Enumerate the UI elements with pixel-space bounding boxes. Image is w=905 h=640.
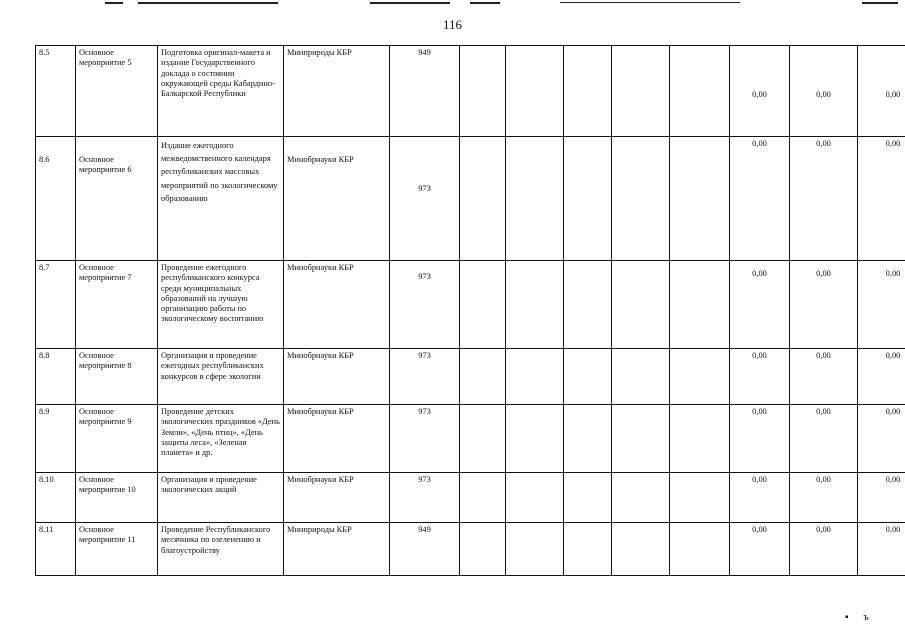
row-code-cell-text: 8.7 bbox=[39, 263, 50, 272]
row-empty-cell bbox=[564, 349, 612, 405]
row-code-cell bbox=[36, 523, 76, 576]
row-description-cell-text: Издание ежегодного межведомственного календаря республиканских массовых мероприятий по экологическому образованию bbox=[161, 141, 278, 203]
row-code-cell bbox=[36, 261, 76, 349]
row-executor-cell bbox=[284, 261, 390, 349]
row-name-cell bbox=[76, 405, 158, 473]
row-empty-cell bbox=[670, 137, 730, 261]
row-code-cell bbox=[36, 137, 76, 261]
row-code-cell bbox=[36, 473, 76, 523]
scan-artifact-marks bbox=[0, 0, 905, 10]
row-description-cell-text: Подготовка оригинал-макета и издание Государственного доклада о состоянии окружающей среды Кабардино-Балкарской Республики bbox=[161, 48, 275, 99]
row-value-cell bbox=[790, 349, 858, 405]
row-name-cell-text: Основное мероприятие 9 bbox=[79, 407, 132, 427]
table-row bbox=[36, 137, 905, 261]
row-executor-cell-text: Минприроды КБР bbox=[287, 48, 352, 57]
row-grbs-cell-text: 973 bbox=[418, 184, 431, 193]
row-executor-cell-text: Минобрнауки КБР bbox=[287, 407, 354, 416]
row-value-cell-text: 0,00 bbox=[885, 90, 901, 99]
row-executor-cell-text: Минобрнауки КБР bbox=[287, 263, 354, 272]
row-name-cell bbox=[76, 349, 158, 405]
row-grbs-cell bbox=[390, 349, 460, 405]
row-value-cell-text: 0,00 bbox=[885, 139, 901, 148]
row-description-cell-text: Организация и проведение экологических акций bbox=[161, 475, 257, 495]
row-executor-cell-text: Минприроды КБР bbox=[287, 525, 352, 534]
row-empty-cell bbox=[564, 473, 612, 523]
row-code-cell-text: 8.6 bbox=[39, 155, 50, 164]
row-executor-cell bbox=[284, 473, 390, 523]
row-empty-cell bbox=[612, 137, 670, 261]
row-executor-cell bbox=[284, 46, 390, 137]
program-activities-table bbox=[35, 45, 905, 576]
row-value-cell bbox=[730, 137, 790, 261]
row-code-cell bbox=[36, 46, 76, 137]
row-grbs-cell bbox=[390, 473, 460, 523]
row-empty-cell bbox=[460, 349, 506, 405]
row-grbs-cell-text: 973 bbox=[418, 272, 431, 281]
row-value-cell-text: 0,00 bbox=[885, 269, 901, 278]
row-grbs-cell-text: 973 bbox=[418, 475, 431, 484]
row-value-cell bbox=[730, 523, 790, 576]
row-name-cell-text: Основное мероприятие 11 bbox=[79, 525, 136, 545]
row-value-cell bbox=[790, 405, 858, 473]
row-empty-cell bbox=[564, 46, 612, 137]
row-value-cell bbox=[730, 349, 790, 405]
row-value-cell-text: 0,00 bbox=[752, 351, 767, 360]
row-empty-cell bbox=[670, 473, 730, 523]
row-code-cell bbox=[36, 349, 76, 405]
row-value-cell bbox=[858, 405, 905, 473]
row-empty-cell bbox=[506, 405, 564, 473]
row-value-cell-text: 0,00 bbox=[752, 269, 767, 278]
row-empty-cell bbox=[564, 523, 612, 576]
row-description-cell bbox=[158, 46, 284, 137]
row-empty-cell bbox=[564, 405, 612, 473]
row-name-cell-text: Основное мероприятие 7 bbox=[79, 263, 132, 283]
row-value-cell-text: 0,00 bbox=[816, 90, 831, 99]
row-value-cell bbox=[858, 137, 905, 261]
row-grbs-cell-text: 949 bbox=[418, 48, 431, 57]
row-empty-cell bbox=[670, 349, 730, 405]
row-grbs-cell bbox=[390, 261, 460, 349]
row-executor-cell bbox=[284, 137, 390, 261]
row-value-cell-text: 0,00 bbox=[816, 269, 831, 278]
row-value-cell-text: 0,00 bbox=[816, 525, 831, 534]
row-code-cell bbox=[36, 405, 76, 473]
row-empty-cell bbox=[612, 405, 670, 473]
row-value-cell bbox=[858, 523, 905, 576]
table-row bbox=[36, 349, 905, 405]
row-value-cell bbox=[790, 473, 858, 523]
row-value-cell-text: 0,00 bbox=[816, 139, 831, 148]
table-row bbox=[36, 523, 905, 576]
row-empty-cell bbox=[612, 523, 670, 576]
row-value-cell bbox=[790, 523, 858, 576]
row-executor-cell bbox=[284, 349, 390, 405]
row-description-cell bbox=[158, 349, 284, 405]
row-value-cell-text: 0,00 bbox=[885, 475, 901, 484]
row-name-cell bbox=[76, 523, 158, 576]
row-empty-cell bbox=[612, 46, 670, 137]
row-empty-cell bbox=[670, 523, 730, 576]
row-grbs-cell-text: 973 bbox=[418, 407, 431, 416]
row-value-cell-text: 0,00 bbox=[816, 407, 831, 416]
row-name-cell bbox=[76, 46, 158, 137]
row-value-cell bbox=[730, 405, 790, 473]
row-value-cell-text: 0,00 bbox=[885, 351, 901, 360]
row-empty-cell bbox=[506, 137, 564, 261]
row-grbs-cell-text: 973 bbox=[418, 351, 431, 360]
row-value-cell-text: 0,00 bbox=[816, 475, 831, 484]
row-empty-cell bbox=[670, 46, 730, 137]
row-empty-cell bbox=[506, 349, 564, 405]
row-grbs-cell-text: 949 bbox=[418, 525, 431, 534]
row-code-cell-text: 8.9 bbox=[39, 407, 50, 416]
row-executor-cell bbox=[284, 523, 390, 576]
row-name-cell-text: Основное мероприятие 10 bbox=[79, 475, 136, 495]
row-description-cell-text: Проведение ежегодного республиканского конкурса среди муниципальных образований на лучшую организацию работы по экологическому воспитанию bbox=[161, 263, 264, 324]
row-value-cell bbox=[858, 261, 905, 349]
row-value-cell bbox=[730, 473, 790, 523]
row-name-cell bbox=[76, 137, 158, 261]
row-empty-cell bbox=[460, 137, 506, 261]
row-value-cell bbox=[730, 261, 790, 349]
table-row bbox=[36, 405, 905, 473]
row-description-cell-text: Проведение Республиканского месячника по озеленению и благоустройству bbox=[161, 525, 271, 555]
row-value-cell-text: 0,00 bbox=[752, 139, 767, 148]
table-row bbox=[36, 473, 905, 523]
row-description-cell-text: Проведение детских экологических праздников «День Земли», «День птиц», «День защиты леса», «Зеленая планета» и др. bbox=[161, 407, 280, 458]
row-value-cell bbox=[858, 473, 905, 523]
row-executor-cell-text: Минобрнауки КБР bbox=[287, 475, 354, 484]
row-grbs-cell bbox=[390, 523, 460, 576]
row-empty-cell bbox=[670, 261, 730, 349]
row-grbs-cell bbox=[390, 405, 460, 473]
row-empty-cell bbox=[564, 137, 612, 261]
row-executor-cell bbox=[284, 405, 390, 473]
row-empty-cell bbox=[670, 405, 730, 473]
row-value-cell-text: 0,00 bbox=[752, 407, 767, 416]
row-value-cell-text: 0,00 bbox=[885, 407, 901, 416]
table-row bbox=[36, 46, 905, 137]
row-grbs-cell bbox=[390, 46, 460, 137]
row-empty-cell bbox=[612, 349, 670, 405]
row-value-cell bbox=[858, 349, 905, 405]
page-number: 116 bbox=[442, 17, 463, 32]
row-name-cell bbox=[76, 261, 158, 349]
row-value-cell bbox=[790, 137, 858, 261]
row-code-cell-text: 8.11 bbox=[39, 525, 54, 534]
row-name-cell-text: Основное мероприятие 6 bbox=[79, 155, 132, 175]
row-value-cell bbox=[790, 261, 858, 349]
row-empty-cell bbox=[460, 405, 506, 473]
scan-corner-marks: ▪ ъ bbox=[845, 612, 869, 623]
row-executor-cell-text: Минобрнауки КБР bbox=[287, 155, 354, 164]
row-description-cell bbox=[158, 405, 284, 473]
row-name-cell-text: Основное мероприятие 8 bbox=[79, 351, 132, 371]
row-value-cell-text: 0,00 bbox=[752, 475, 767, 484]
table-row bbox=[36, 261, 905, 349]
row-value-cell-text: 0,00 bbox=[752, 90, 767, 99]
row-description-cell bbox=[158, 137, 284, 261]
row-name-cell-text: Основное мероприятие 5 bbox=[79, 48, 132, 68]
row-name-cell bbox=[76, 473, 158, 523]
row-executor-cell-text: Минобрнауки КБР bbox=[287, 351, 354, 360]
row-code-cell-text: 8.8 bbox=[39, 351, 50, 360]
row-empty-cell bbox=[612, 473, 670, 523]
row-empty-cell bbox=[460, 261, 506, 349]
row-description-cell bbox=[158, 473, 284, 523]
row-empty-cell bbox=[506, 523, 564, 576]
row-value-cell-text: 0,00 bbox=[752, 525, 767, 534]
row-code-cell-text: 8.5 bbox=[39, 48, 50, 57]
row-empty-cell bbox=[506, 261, 564, 349]
row-description-cell bbox=[158, 261, 284, 349]
row-description-cell bbox=[158, 523, 284, 576]
row-value-cell-text: 0,00 bbox=[885, 525, 901, 534]
row-empty-cell bbox=[460, 523, 506, 576]
row-empty-cell bbox=[612, 261, 670, 349]
row-empty-cell bbox=[506, 46, 564, 137]
row-empty-cell bbox=[460, 473, 506, 523]
row-empty-cell bbox=[564, 261, 612, 349]
row-value-cell bbox=[730, 46, 790, 137]
row-value-cell-text: 0,00 bbox=[816, 351, 831, 360]
row-grbs-cell bbox=[390, 137, 460, 261]
row-description-cell-text: Организация и проведение ежегодных республиканских конкурсов в сфере экологии bbox=[161, 351, 264, 381]
row-empty-cell bbox=[460, 46, 506, 137]
row-code-cell-text: 8.10 bbox=[39, 475, 54, 484]
row-value-cell bbox=[790, 46, 858, 137]
row-empty-cell bbox=[506, 473, 564, 523]
row-value-cell bbox=[858, 46, 905, 137]
